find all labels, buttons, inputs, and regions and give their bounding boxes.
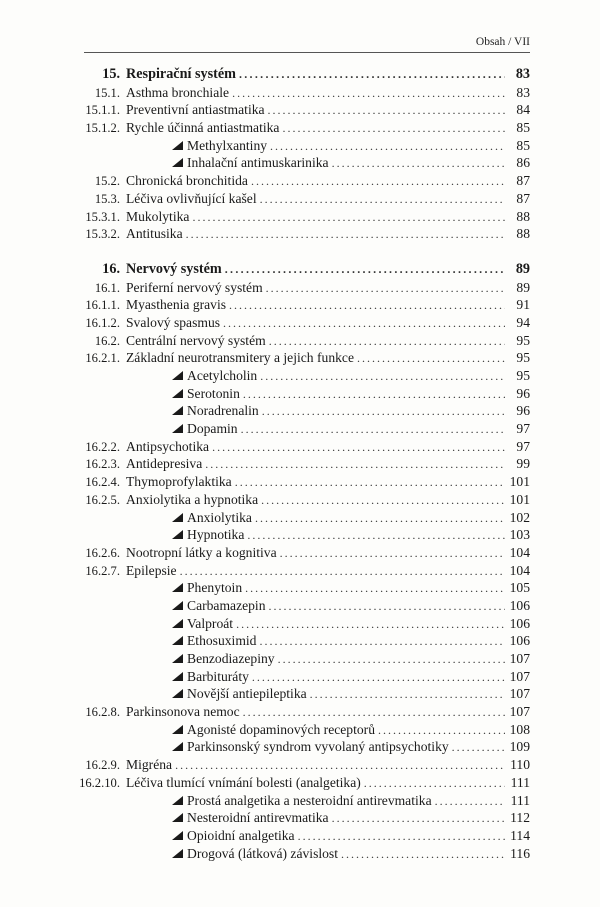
toc-number: 16.: [102, 260, 120, 277]
toc-title: [120, 774, 361, 792]
toc-entry-row[interactable]: [70, 314, 530, 332]
triangle-bullet-icon: [172, 725, 183, 734]
dot-leader: [332, 810, 505, 828]
toc-title-text: Drogová (látková) závislost: [187, 845, 338, 861]
toc-page-number: 88: [516, 226, 530, 242]
toc-page-number: 104: [509, 562, 530, 578]
toc-title-text: Asthma bronchiale: [126, 84, 230, 100]
dot-leader: [232, 85, 505, 103]
toc-title: [120, 668, 249, 686]
toc-subentry-row[interactable]: [70, 615, 530, 633]
toc-number: 16.2.7.: [85, 563, 120, 578]
dot-leader: [180, 563, 505, 581]
toc-page-number: 106: [509, 633, 530, 649]
triangle-bullet-icon: [172, 389, 183, 398]
dot-leader: [212, 439, 505, 457]
toc-page-number: 95: [516, 368, 530, 383]
dot-leader: [236, 616, 505, 634]
toc-entry-row[interactable]: [70, 101, 530, 119]
toc-page-number: 112: [510, 810, 530, 826]
toc-subentry-row[interactable]: [70, 137, 530, 155]
toc-title: [120, 367, 257, 385]
triangle-bullet-icon: [172, 849, 183, 858]
toc-page-number: 88: [516, 208, 530, 224]
toc-entry-row[interactable]: [70, 491, 530, 509]
toc-title-text: Myasthenia gravis: [126, 297, 227, 313]
triangle-bullet-icon: [172, 636, 183, 645]
toc-title: [120, 279, 263, 297]
dot-leader: [243, 386, 505, 404]
dot-leader: [229, 297, 505, 315]
dot-leader: [282, 120, 505, 138]
toc-entry-row[interactable]: [70, 208, 530, 226]
dot-leader: [259, 633, 505, 651]
toc-title-text: Preventivní antiastmatika: [126, 102, 265, 118]
triangle-bullet-icon: [172, 424, 183, 433]
toc-page-number: 89: [515, 260, 530, 277]
toc-title-text: Respirační systém: [126, 66, 236, 82]
toc-number: 16.2.6.: [85, 545, 120, 560]
dot-leader: [310, 686, 505, 704]
toc-title: [120, 526, 244, 544]
toc-page-number: 83: [515, 66, 530, 82]
running-title: Obsah / VII: [475, 36, 530, 48]
toc-subentry-row[interactable]: [70, 526, 530, 544]
toc-title-text: Inhalační antimuskarinika: [187, 155, 329, 171]
toc-title-text: Thymoprofylaktika: [126, 474, 232, 490]
toc-entry-row[interactable]: [70, 774, 530, 792]
toc-title: [120, 845, 338, 863]
toc-title-text: Antipsychotika: [126, 438, 210, 454]
toc-title-text: Methylxantiny: [187, 137, 268, 153]
toc-title-text: Agonisté dopaminových receptorů: [187, 721, 375, 737]
toc-page-number: 96: [516, 403, 530, 419]
toc-page-number: 107: [509, 704, 530, 720]
toc-entry-row[interactable]: [70, 703, 530, 721]
toc-title: [120, 632, 256, 650]
toc-number: 16.2.9.: [85, 758, 120, 773]
dot-leader: [205, 456, 505, 474]
dot-leader: [175, 757, 505, 775]
toc-title: [120, 597, 266, 615]
toc-chapter-row[interactable]: [70, 66, 530, 84]
triangle-bullet-icon: [172, 371, 183, 380]
toc-subentry-row[interactable]: [70, 721, 530, 739]
toc-entry-row[interactable]: [70, 225, 530, 243]
triangle-bullet-icon: [172, 672, 183, 681]
toc-subentry-row[interactable]: [70, 632, 530, 650]
toc-title-text: Parkinsonský syndrom vyvolaný antipsychotiky: [187, 739, 449, 755]
toc-title-text: Antitusika: [126, 226, 183, 242]
toc-entry-row[interactable]: [70, 544, 530, 562]
toc-title: [120, 420, 238, 438]
toc-subentry-row[interactable]: [70, 367, 530, 385]
toc-title: [120, 137, 267, 155]
toc-page-number: 91: [516, 297, 530, 313]
dot-leader: [278, 651, 505, 669]
toc-title-text: Valproát: [187, 615, 234, 631]
toc-subentry-row[interactable]: [70, 154, 530, 172]
toc-entry-row[interactable]: [70, 473, 530, 491]
toc-page-number: 108: [509, 721, 530, 737]
toc-title: [120, 615, 233, 633]
toc-title-text: Základní neurotransmitery a jejich funkce: [126, 350, 354, 366]
triangle-bullet-icon: [172, 742, 183, 751]
triangle-bullet-icon: [172, 583, 183, 592]
toc-page-number: 104: [509, 544, 530, 560]
table-of-contents: [70, 66, 530, 862]
dot-leader: [223, 315, 505, 333]
dot-leader: [235, 474, 505, 492]
toc-title: [120, 385, 240, 403]
toc-number: 16.1.1.: [85, 298, 120, 313]
triangle-bullet-icon: [172, 619, 183, 628]
toc-chapter-row[interactable]: [70, 261, 530, 279]
toc-title: [120, 703, 240, 721]
toc-page-number: 95: [516, 350, 530, 366]
toc-page-number: 97: [516, 421, 530, 437]
toc-number: 16.2.8.: [85, 705, 120, 720]
dot-leader: [341, 846, 505, 864]
toc-page-number: 103: [509, 527, 530, 543]
dot-leader: [186, 226, 505, 244]
toc-page-number: 95: [516, 332, 530, 348]
toc-title-text: Mukolytika: [126, 208, 190, 224]
triangle-bullet-icon: [172, 831, 183, 840]
dot-leader: [357, 350, 505, 368]
toc-title: [120, 438, 209, 456]
toc-number: 16.2.5.: [85, 492, 120, 507]
toc-title: [120, 208, 189, 226]
toc-page-number: 99: [516, 456, 530, 472]
toc-page-number: 94: [516, 314, 530, 330]
toc-title-text: Serotonin: [187, 385, 240, 401]
toc-entry-row[interactable]: [70, 562, 530, 580]
toc-subentry-row[interactable]: [70, 809, 530, 827]
toc-title: [120, 579, 242, 597]
dot-leader: [251, 173, 505, 191]
toc-number: 16.2.10.: [79, 775, 120, 790]
toc-title: [120, 172, 248, 190]
triangle-bullet-icon: [172, 513, 183, 522]
toc-title: [120, 154, 329, 172]
toc-number: 15.: [102, 66, 120, 82]
dot-leader: [266, 280, 505, 298]
toc-number: 15.1.2.: [85, 121, 120, 136]
dot-leader: [245, 580, 505, 598]
triangle-bullet-icon: [172, 689, 183, 698]
dot-leader: [269, 598, 505, 616]
dot-leader: [269, 333, 505, 351]
toc-title: [120, 562, 177, 580]
toc-entry-row[interactable]: [70, 332, 530, 350]
toc-entry-row[interactable]: [70, 119, 530, 137]
dot-leader: [262, 403, 505, 421]
toc-number: 15.3.1.: [85, 209, 120, 224]
dot-leader: [280, 545, 505, 563]
toc-subentry-row[interactable]: [70, 827, 530, 845]
dot-leader: [243, 704, 505, 722]
toc-entry-row[interactable]: [70, 279, 530, 297]
dot-leader: [452, 739, 505, 757]
toc-entry-row[interactable]: [70, 756, 530, 774]
toc-title-text: Phenytoin: [187, 580, 243, 596]
toc-page-number: 83: [516, 84, 530, 100]
toc-subentry-row[interactable]: [70, 579, 530, 597]
toc-title: [120, 685, 307, 703]
toc-title-text: Carbamazepin: [187, 597, 266, 613]
toc-title: [120, 455, 202, 473]
section-gap: [70, 243, 530, 261]
toc-title-text: Periferní nervový systém: [126, 279, 263, 295]
toc-title-text: Nesteroidní antirevmatika: [187, 810, 329, 826]
toc-subentry-row[interactable]: [70, 738, 530, 756]
toc-title-text: Anxiolytika a hypnotika: [126, 491, 259, 507]
triangle-bullet-icon: [172, 813, 183, 822]
toc-number: 15.3.2.: [85, 227, 120, 242]
toc-subentry-row[interactable]: [70, 385, 530, 403]
toc-page-number: 106: [509, 615, 530, 631]
toc-subentry-row[interactable]: [70, 668, 530, 686]
toc-page-number: 101: [509, 491, 530, 507]
toc-page-number: 85: [516, 137, 530, 153]
toc-page-number: 85: [516, 120, 530, 136]
toc-subentry-row[interactable]: [70, 650, 530, 668]
toc-entry-row[interactable]: [70, 172, 530, 190]
toc-title: [120, 225, 183, 243]
toc-page-number: 105: [509, 580, 530, 596]
toc-title-text: Benzodiazepiny: [187, 651, 275, 666]
triangle-bullet-icon: [172, 158, 183, 167]
toc-page-number: 110: [510, 757, 530, 773]
toc-title-text: Rychle účinná antiastmatika: [126, 120, 280, 136]
toc-subentry-row[interactable]: [70, 402, 530, 420]
dot-leader: [252, 669, 505, 687]
toc-entry-row[interactable]: [70, 190, 530, 208]
toc-entry-row[interactable]: [70, 438, 530, 456]
toc-page-number: 107: [509, 686, 530, 702]
toc-title-text: Léčiva ovlivňující kašel: [126, 190, 257, 206]
dot-leader: [260, 368, 505, 386]
toc-number: 15.2.: [94, 174, 120, 189]
toc-title: [120, 101, 265, 119]
toc-title: [120, 314, 220, 332]
toc-page-number: 97: [516, 438, 530, 454]
dot-leader: [239, 66, 505, 84]
toc-page-number: 111: [510, 792, 530, 808]
dot-leader: [435, 793, 505, 811]
triangle-bullet-icon: [172, 601, 183, 610]
toc-title-text: Nervový systém: [126, 260, 222, 277]
toc-page-number: 107: [509, 651, 530, 666]
toc-title-text: Anxiolytika: [187, 509, 252, 525]
toc-page-number: 89: [516, 279, 530, 295]
dot-leader: [378, 722, 505, 740]
toc-title: [120, 650, 275, 668]
toc-title: [120, 190, 257, 208]
dot-leader: [260, 191, 505, 209]
dot-leader: [225, 261, 505, 279]
toc-title: [120, 827, 295, 845]
toc-title-text: Dopamin: [187, 421, 238, 437]
toc-page-number: 106: [509, 597, 530, 613]
toc-title: [120, 721, 375, 739]
dot-leader: [261, 492, 505, 510]
toc-title: [120, 738, 449, 756]
toc-title-text: Nootropní látky a kognitiva: [126, 544, 277, 560]
toc-page-number: 109: [509, 739, 530, 755]
toc-title-text: Acetylcholin: [187, 368, 258, 383]
toc-entry-row[interactable]: [70, 296, 530, 314]
dot-leader: [247, 527, 505, 545]
toc-subentry-row[interactable]: [70, 597, 530, 615]
toc-number: 16.1.2.: [85, 315, 120, 330]
toc-title: [120, 544, 277, 562]
toc-title-text: Barbituráty: [187, 668, 249, 684]
toc-title: [120, 809, 329, 827]
toc-title-text: Centrální nervový systém: [126, 332, 266, 348]
toc-title-text: Epilepsie: [126, 562, 177, 578]
toc-title: [120, 473, 232, 491]
toc-number: 15.1.1.: [85, 103, 120, 118]
toc-subentry-row[interactable]: [70, 845, 530, 863]
toc-title-text: Noradrenalin: [187, 403, 259, 419]
toc-title-text: Migréna: [126, 757, 173, 773]
toc-title-text: Prostá analgetika a nesteroidní antirevmatika: [187, 792, 432, 808]
toc-page-number: 101: [509, 474, 530, 490]
toc-title: [120, 491, 258, 509]
triangle-bullet-icon: [172, 796, 183, 805]
dot-leader: [255, 510, 505, 528]
toc-title-text: Novější antiepileptika: [187, 686, 307, 702]
toc-number: 16.1.: [94, 280, 120, 295]
toc-number: 15.1.: [94, 85, 120, 100]
toc-title: [120, 792, 432, 810]
toc-page-number: 116: [510, 845, 530, 861]
toc-entry-row[interactable]: [70, 455, 530, 473]
toc-title-text: Svalový spasmus: [126, 314, 221, 330]
toc-title: [120, 402, 259, 420]
toc-title-text: Antidepresiva: [126, 456, 203, 472]
toc-page-number: 96: [516, 385, 530, 401]
toc-subentry-row[interactable]: [70, 685, 530, 703]
triangle-bullet-icon: [172, 141, 183, 150]
toc-page-number: 107: [509, 668, 530, 684]
dot-leader: [192, 209, 505, 227]
dot-leader: [332, 155, 505, 173]
toc-number: 15.3.: [94, 191, 120, 206]
toc-number: 16.2.3.: [85, 457, 120, 472]
toc-page-number: 111: [510, 774, 530, 790]
toc-subentry-row[interactable]: [70, 509, 530, 527]
toc-number: 16.2.1.: [85, 351, 120, 366]
dot-leader: [268, 102, 505, 120]
toc-number: 16.2.2.: [85, 439, 120, 454]
triangle-bullet-icon: [172, 654, 183, 663]
toc-title-text: Léčiva tlumící vnímání bolesti (analgetika): [126, 774, 361, 790]
toc-page-number: 86: [516, 155, 530, 171]
toc-title: [120, 349, 354, 367]
toc-title: [120, 84, 229, 102]
toc-title: [120, 261, 222, 279]
toc-title: [120, 756, 172, 774]
toc-title: [120, 509, 252, 527]
dot-leader: [298, 828, 505, 846]
toc-number: 16.2.4.: [85, 475, 120, 490]
toc-title: [120, 296, 226, 314]
toc-page-number: 84: [516, 102, 530, 118]
toc-page-number: 87: [516, 173, 530, 189]
running-header: [84, 36, 530, 53]
toc-subentry-row[interactable]: [70, 792, 530, 810]
toc-title-text: Parkinsonova nemoc: [126, 704, 240, 720]
toc-page-number: 87: [516, 190, 530, 206]
toc-entry-row[interactable]: [70, 84, 530, 102]
triangle-bullet-icon: [172, 406, 183, 415]
toc-page-number: 114: [510, 827, 530, 843]
triangle-bullet-icon: [172, 530, 183, 539]
toc-entry-row[interactable]: [70, 349, 530, 367]
dot-leader: [270, 138, 505, 156]
dot-leader: [364, 775, 505, 793]
toc-title-text: Ethosuximid: [187, 633, 257, 649]
toc-subentry-row[interactable]: [70, 420, 530, 438]
toc-page-number: 102: [509, 509, 530, 525]
toc-title-text: Opioidní analgetika: [187, 827, 295, 843]
toc-title: [120, 66, 236, 84]
toc-title: [120, 332, 266, 350]
toc-title: [120, 119, 279, 137]
toc-number: 16.2.: [94, 333, 120, 348]
toc-title-text: Hypnotika: [187, 527, 245, 543]
dot-leader: [241, 421, 505, 439]
toc-title-text: Chronická bronchitida: [126, 173, 248, 189]
